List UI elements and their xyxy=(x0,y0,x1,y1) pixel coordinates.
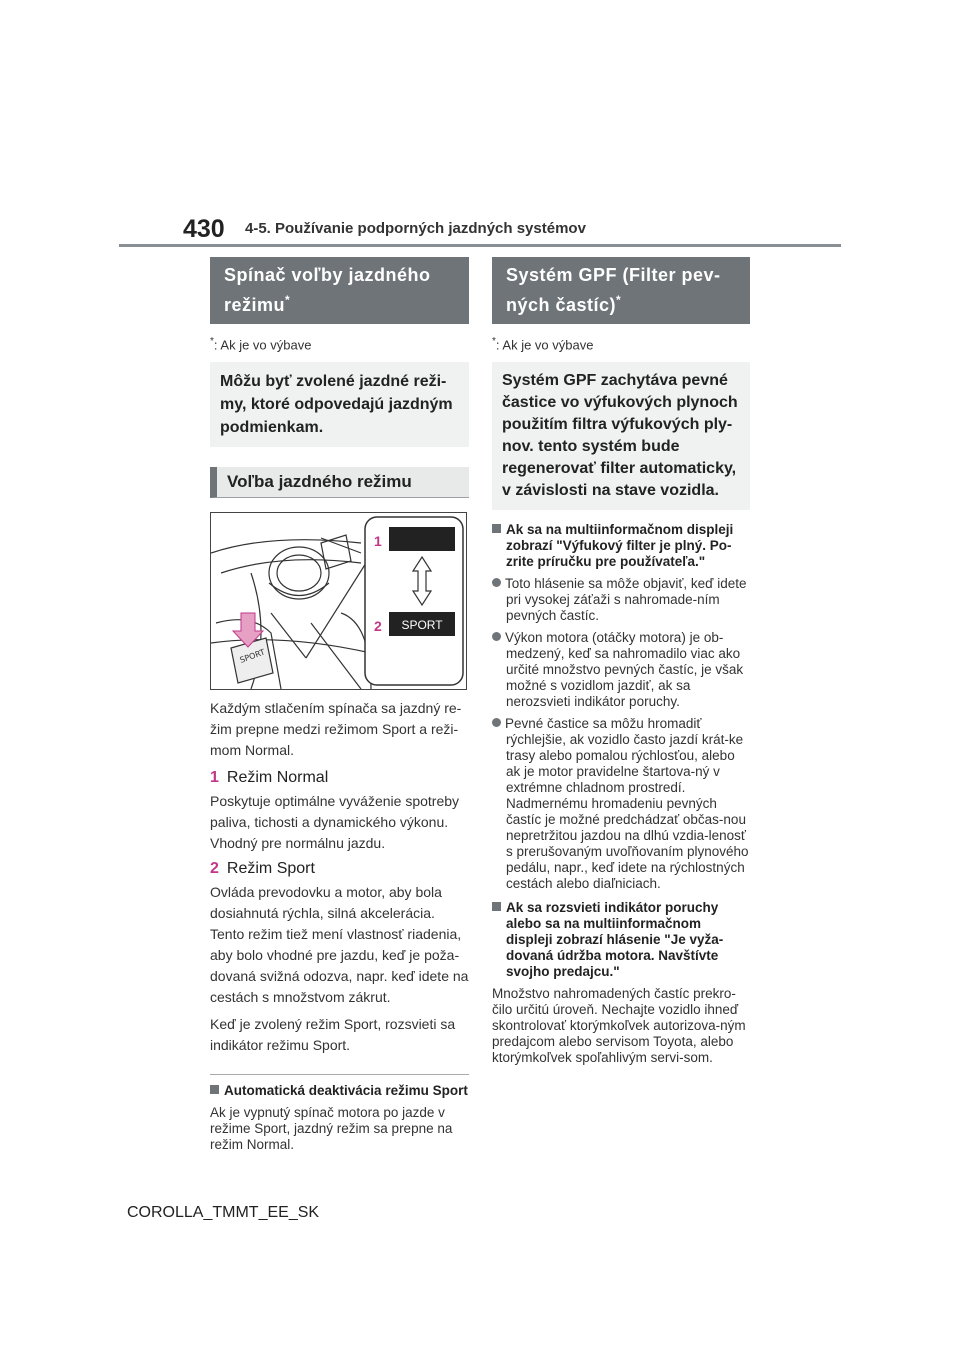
item-normal-mode-text: Poskytuje optimálne vyváženie spotreby paliva, tichosti a dynamického výkonu. Vhodný pre normálnu jazdu. xyxy=(210,793,460,852)
right-column xyxy=(492,257,750,1066)
bullet-item: Toto hlásenie sa môže objaviť, keď idete pri vysokej záťaži s nahromade-ním pevných častíc. xyxy=(492,576,750,624)
cockpit-illustration xyxy=(211,513,466,689)
auto-deactivation-text: Ak je vypnutý spínač motora po jazde v režime Sport, jazdný režim sa prepne na režim Normal. xyxy=(210,1105,453,1153)
item-sport-mode-text: Ovláda prevodovku a motor, aby bola dosiahnutá rýchla, silná akcelerácia. Tento režim tiež mení vlastnosť riadenia, aby bolo vhodné pre jazdu, keď je poža-dovaná svižná odozva, napr. keď idete na cestách s množstvom zákrut. xyxy=(210,884,469,1006)
sport-button-label: SPORT xyxy=(238,647,267,666)
item-sport-mode-title: 2 Režim Sport xyxy=(210,860,315,878)
item-normal-mode-title: 1 Režim Normal xyxy=(210,769,329,787)
bullet-item: Výkon motora (otáčky motora) je ob-medzený, keď sa nahromadilo viac ako určité množstvo pevných častíc, je však možné s vozidlom jazdiť, ak sa nerozsvieti indikátor poruchy. xyxy=(492,630,750,710)
malfunction-text: Množstvo nahromadených častíc prekro-čilo určitú úroveň. Nechajte vozidlo ihneď skontrolovať ktorýmkoľvek autorizova-ným predajcom alebo servisom Toyota, alebo ktorýmkoľvek spoľahlivým servi-som. xyxy=(492,986,746,1066)
mode-label-1: 1 xyxy=(374,533,382,550)
drive-mode-figure xyxy=(210,512,467,690)
intro-box: Môžu byť zvolené jazdné reži-my, ktoré odpovedajú jazdným podmienkam. xyxy=(210,362,469,447)
round-bullet-icon xyxy=(492,718,501,727)
header-rule xyxy=(119,244,841,247)
bullet-item: Pevné častice sa môžu hromadiť rýchlejšie, ak vozidlo často jazdí krát-ke trasy alebo pomalou rýchlosťou, alebo ak je motor pravidelne štartova-ný v extrémne chladnom prostredí. Nadmernému hromadeniu pevných častíc je možné predchádzať občas-nou nepretržitou jazdou na dlhú vzdia-lenosť s prerušovaným uvoľňovaním plynového pedálu, napr., keď idete na rýchlostných cestách alebo diaľniciach. xyxy=(492,716,750,892)
chapter-title: 4-5. Používanie podporných jazdných systémov xyxy=(245,220,586,237)
section-title-drive-mode: Spínač voľby jazdného režimu* xyxy=(210,257,469,324)
round-bullet-icon xyxy=(492,632,501,641)
item-sport-mode-indicator-text: Keď je zvolený režim Sport, rozsvieti sa indikátor režimu Sport. xyxy=(210,1016,456,1054)
availability-note: *: Ak je vo výbave xyxy=(492,336,594,353)
square-bullet-icon xyxy=(210,1085,219,1094)
filter-full-title: Ak sa na multiinformačnom displeji zobrazí "Výfukový filter je plný. Po-zrite príručku pre používateľa." xyxy=(492,522,750,570)
section-divider xyxy=(210,1074,469,1075)
mode-label-2: 2 xyxy=(374,618,382,635)
round-bullet-icon xyxy=(492,578,501,587)
document-code: COROLLA_TMMT_EE_SK xyxy=(127,1204,320,1221)
section-title-gpf: Systém GPF (Filter pev-ných častíc)* xyxy=(492,257,750,324)
sport-indicator-label: SPORT xyxy=(401,618,443,633)
gpf-intro-box: Systém GPF zachytáva pevné častice vo výfukových plynoch použitím filtra výfukových ply-nov. tento systém bude regenerovať filter automaticky, v závislosti na stave vozidla. xyxy=(492,362,750,510)
square-bullet-icon xyxy=(492,524,501,533)
body-text-switch: Každým stlačením spínača sa jazdný re-žim prepne medzi režimom Sport a reži-mom Normal. xyxy=(210,700,462,759)
availability-note: *: Ak je vo výbave xyxy=(210,336,312,353)
sub-title-drive-mode-selection: Voľba jazdného režimu xyxy=(210,467,469,498)
auto-deactivation-title: Automatická deaktivácia režimu Sport xyxy=(210,1083,469,1099)
square-bullet-icon xyxy=(492,902,501,911)
left-column xyxy=(210,257,469,1153)
page-number: 430 xyxy=(183,215,225,243)
malfunction-title: Ak sa rozsvieti indikátor poruchy alebo sa na multiinformačnom displeji zobrazí hlásenie "Je vyža-dovaná údržba motora. Navštívte svojho predajcu." xyxy=(492,900,750,980)
